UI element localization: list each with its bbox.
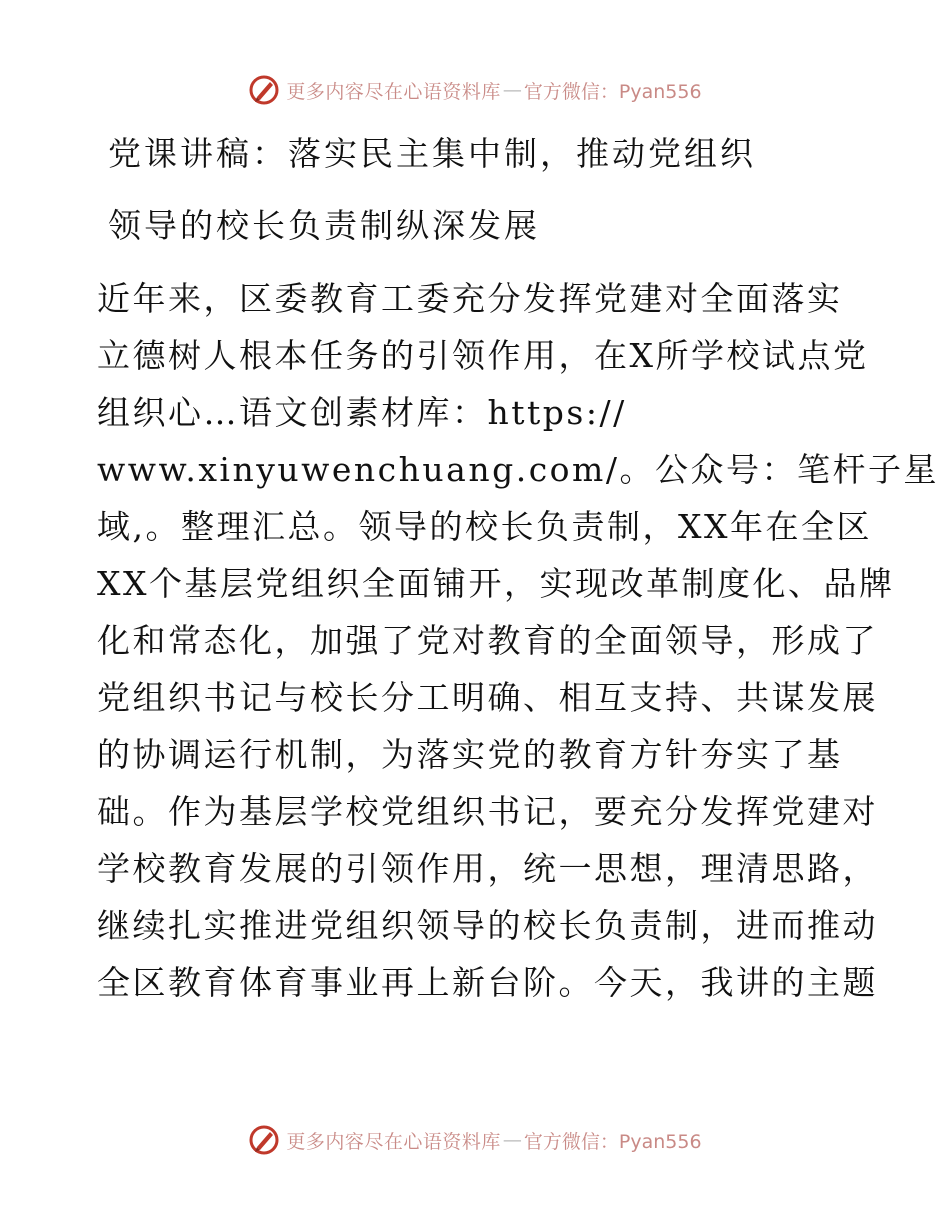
paragraph-line: 化和常态化，加强了党对教育的全面领导，形成了 bbox=[97, 621, 878, 660]
document-title-line-1: 党课讲稿：落实民主集中制，推动党组织 bbox=[108, 134, 756, 173]
footer-banner bbox=[0, 1120, 950, 1160]
banner-contact: 官方微信：Pyan556 bbox=[523, 80, 702, 103]
document-title-line-2: 领导的校长负责制纵深发展 bbox=[108, 206, 540, 245]
paragraph-line: 党组织书记与校长分工明确、相互支持、共谋发展 bbox=[97, 678, 878, 717]
header-banner bbox=[0, 70, 950, 110]
paragraph-line: www.xinyuwenchuang.com/。公众号：笔杆子星 bbox=[97, 450, 939, 489]
banner-separator: — bbox=[502, 1129, 522, 1151]
paragraph-line: 组织心…语文创素材库：https:// bbox=[97, 393, 627, 432]
paragraph-line: 础。作为基层学校党组织书记，要充分发挥党建对 bbox=[97, 792, 878, 831]
body-paragraph bbox=[97, 270, 939, 1011]
paragraph-line: 继续扎实推进党组织领导的校长负责制，进而推动 bbox=[97, 906, 878, 945]
pen-circle-logo-icon bbox=[248, 74, 280, 106]
banner-text: 更多内容尽在心语资料库 bbox=[286, 80, 501, 103]
paragraph-line: 立德树人根本任务的引领作用，在X所学校试点党 bbox=[97, 336, 869, 375]
banner-contact: 官方微信：Pyan556 bbox=[523, 1130, 702, 1153]
paragraph-line: 近年来，区委教育工委充分发挥党建对全面落实 bbox=[97, 279, 843, 318]
paragraph-line: 学校教育发展的引领作用，统一思想，理清思路， bbox=[97, 849, 878, 888]
pen-circle-logo-icon bbox=[248, 1124, 280, 1156]
paragraph-line: 的协调运行机制，为落实党的教育方针夯实了基 bbox=[97, 735, 843, 774]
paragraph-line: 全区教育体育事业再上新台阶。今天，我讲的主题 bbox=[97, 963, 878, 1002]
paragraph-line: XX个基层党组织全面铺开，实现改革制度化、品牌 bbox=[97, 564, 895, 603]
paragraph-line: 域,。整理汇总。领导的校长负责制，XX年在全区 bbox=[97, 507, 872, 546]
banner-separator: — bbox=[502, 79, 522, 101]
banner-text: 更多内容尽在心语资料库 bbox=[286, 1130, 501, 1153]
